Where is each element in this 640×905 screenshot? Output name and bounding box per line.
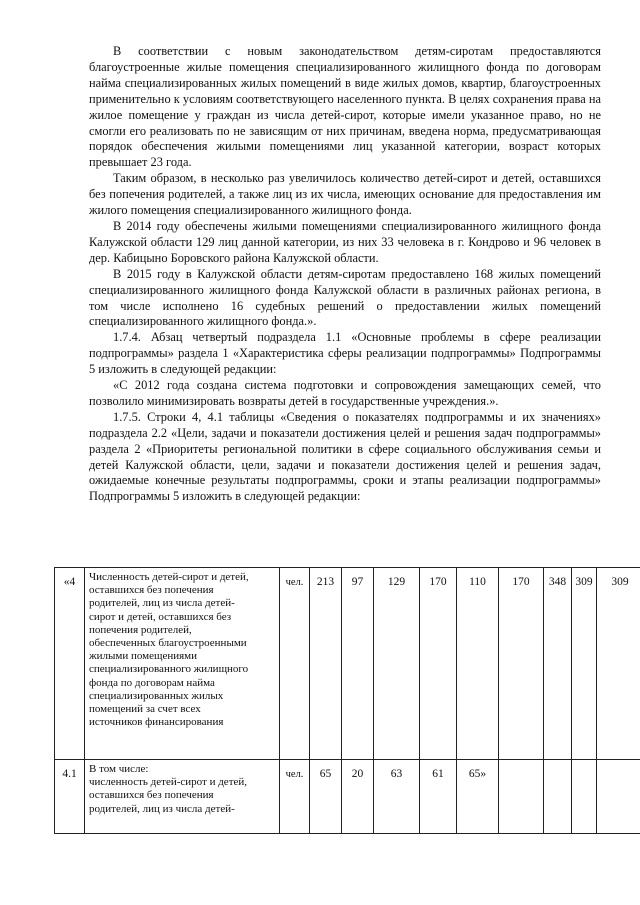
paragraph-7: 1.7.5. Строки 4, 4.1 таблицы «Сведения о показателях подпрограммы и их значениях» подраздела 2.2 «Цели, задачи и показатели достижения целей и решения задач подпрограммы» раздела 2 «Приоритеты региональной политики в сфере социального обслуживания семьи и детей Калужской области, цели, задачи и показатели достижения целей и решения задач, ожидаемые конечные результаты подпрограммы, сроки и этапы реализации подпрограммы» Подпрограммы 5 изложить в следующей редакции:: [89, 409, 601, 504]
description-line: родителей, лиц из числа детей-: [89, 802, 235, 815]
indicators-table: [54, 567, 640, 834]
paragraph-1: В соответствии с новым законодательством детям-сиротам предоставляются благоустроенные жилые помещения специализированного жилищного фонда по договорам найма специализированных жилых помещений в виде жилых домов, квартир, благоустроенных применительно к условиям соответствующего населенного пункта. В целях сохранения права на жилое помещение у граждан из числа детей-сирот, которые имели указанное право, но не смогли его реализовать по не зависящим от них причинам, введена норма, предусматривающая порядок обеспечения жилыми помещениями лиц указанной категории, возраст которых превышает 23 года.: [89, 44, 601, 170]
description-line: источников финансирования: [89, 716, 224, 729]
description-line: численность детей-сирот и детей,: [89, 776, 248, 789]
description-line: сирот и детей, оставшихся без: [89, 610, 232, 623]
value-cell: 129: [374, 568, 420, 760]
table-row: [55, 760, 640, 834]
row-description: [85, 760, 280, 834]
description-line: фонда по договорам найма: [89, 676, 215, 689]
description-line: специализированного жилищного: [89, 663, 249, 676]
table-row: [55, 568, 640, 760]
description-line: жилыми помещениями: [89, 650, 198, 663]
value-cell: 170: [420, 568, 457, 760]
description-line: попечения родителей,: [89, 623, 192, 636]
body-text: [89, 44, 601, 505]
value-cell: [544, 760, 572, 834]
description-line: обеспеченных благоустроенными: [89, 637, 247, 650]
paragraph-3: В 2014 году обеспечены жилыми помещениями специализированного жилищного фонда Калужской области 129 лиц данной категории, из них 33 человека в г. Кондрово и 96 человек в дер. Кабицыно Боровского района Калужской области.: [89, 218, 601, 265]
value-cell: 65: [310, 760, 342, 834]
description-line: специализированных жилых: [89, 689, 224, 702]
value-cell: 65»: [457, 760, 499, 834]
description-line: В том числе:: [89, 763, 149, 775]
description-line: Численность детей-сирот и детей,: [89, 571, 249, 583]
value-cell: 170: [499, 568, 544, 760]
value-cell: 61: [420, 760, 457, 834]
paragraph-2: Таким образом, в несколько раз увеличилось количество детей-сирот и детей, оставшихся без попечения родителей, а также лиц из их числа, имеющих основание для предоставления им жилого помещения специализированного жилищного фонда.: [89, 171, 601, 218]
description-line: помещений за счет всех: [89, 703, 201, 716]
value-cell: 63: [374, 760, 420, 834]
value-cell: 309: [597, 568, 640, 760]
unit-cell: чел.: [280, 568, 310, 760]
description-line: оставшихся без попечения: [89, 789, 214, 802]
paragraph-4: В 2015 году в Калужской области детям-сиротам предоставлено 168 жилых помещений специализированного жилищного фонда Калужской области в различных районах региона, в том числе исполнено 16 судебных решений о предоставлении жилых помещений специализированного жилищного фонда.».: [89, 266, 601, 329]
description-line: оставшихся без попечения: [89, 584, 214, 597]
value-cell: 348: [544, 568, 572, 760]
value-cell: 213: [310, 568, 342, 760]
row-number: «4: [55, 568, 85, 760]
value-cell: 97: [342, 568, 374, 760]
row-number: 4.1: [55, 760, 85, 834]
value-cell: [499, 760, 544, 834]
value-cell: 20: [342, 760, 374, 834]
value-cell: 309: [572, 568, 597, 760]
description-line: родителей, лиц из числа детей-: [89, 597, 235, 610]
paragraph-6: «С 2012 года создана система подготовки и сопровождения замещающих семей, что позволило минимизировать возвраты детей в государственные учреждения.».: [89, 378, 601, 408]
value-cell: [572, 760, 597, 834]
row-description: [85, 568, 280, 760]
value-cell: [597, 760, 640, 834]
paragraph-5: 1.7.4. Абзац четвертый подраздела 1.1 «Основные проблемы в сфере реализации подпрограммы» раздела 1 «Характеристика сферы реализации подпрограммы» Подпрограммы 5 изложить в следующей редакции:: [89, 330, 601, 377]
unit-cell: чел.: [280, 760, 310, 834]
value-cell: 110: [457, 568, 499, 760]
